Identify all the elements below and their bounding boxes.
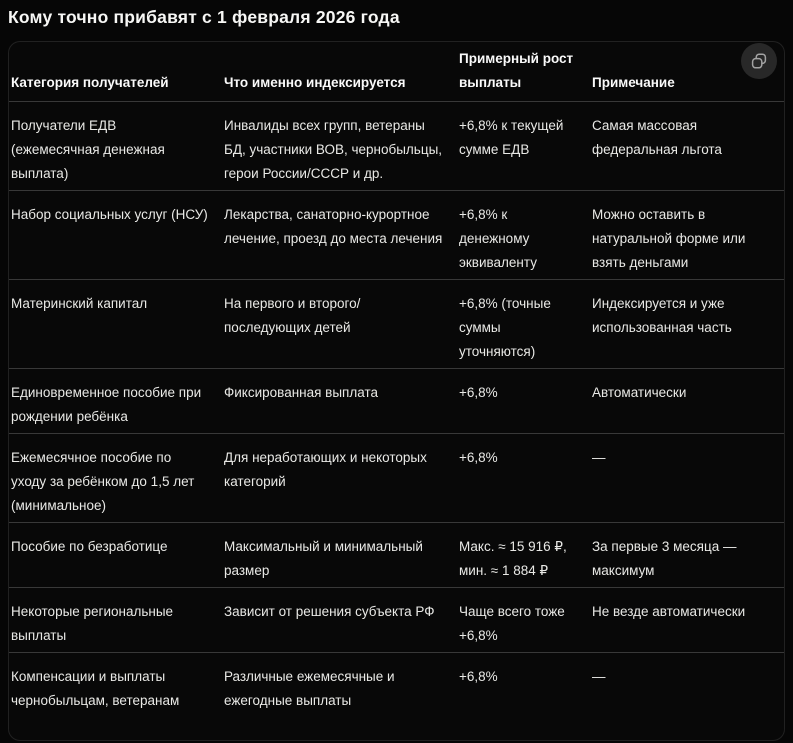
table-cell-note: — [592, 669, 606, 684]
table-row [9, 280, 784, 369]
payments-table [9, 42, 784, 717]
table-cell-indexed: Различные ежемесячные и ежегодные выплаты [224, 669, 395, 708]
table-cell-category: Ежемесячное пособие по уходу за ребёнком до 1,5 лет (минимальное) [9, 434, 222, 523]
table-row [9, 653, 784, 718]
table-cell-category: Получатели ЕДВ (ежемесячная денежная выплата) [9, 102, 222, 191]
table-cell-growth: +6,8% [459, 669, 498, 684]
table-cell-note: Индексируется и уже использованная часть [590, 280, 784, 369]
table-cell-note: Можно оставить в натуральной форме или взять деньгами [590, 191, 784, 280]
table-cell-note: Не везде автоматически [590, 588, 784, 653]
table-cell-category: Пособие по безработице [9, 523, 222, 588]
table-cell-note: Автоматически [590, 369, 784, 434]
table-header-row [9, 42, 784, 102]
table-cell-category: Компенсации и выплаты чернобыльцам, ветеранам [11, 669, 180, 708]
table-cell-indexed: Для неработающих и некоторых категорий [222, 434, 457, 523]
table-card [8, 41, 785, 741]
table-cell-indexed: Фиксированная выплата [222, 369, 457, 434]
table-cell-note: — [590, 434, 784, 523]
table-cell-indexed: На первого и второго/последующих детей [222, 280, 457, 369]
table-row [9, 191, 784, 280]
col-header-note: Примечание [590, 42, 784, 102]
table-cell-category: Набор социальных услуг (НСУ) [9, 191, 222, 280]
table-cell-category: Единовременное пособие при рождении ребёнка [9, 369, 222, 434]
table-row [9, 102, 784, 191]
table-cell-indexed: Лекарства, санаторно-курортное лечение, проезд до места лечения [222, 191, 457, 280]
table-cell-note: Самая массовая федеральная льгота [590, 102, 784, 191]
col-header-growth: Примерный рост выплаты [457, 42, 590, 102]
col-header-category: Категория получателей [9, 42, 222, 102]
table-cell-note: За первые 3 месяца — максимум [590, 523, 784, 588]
table-cell-growth: +6,8% [457, 369, 590, 434]
copy-button[interactable] [741, 43, 777, 79]
table-cell-growth: +6,8% к денежному эквиваленту [457, 191, 590, 280]
table-cell-indexed: Инвалиды всех групп, ветераны БД, участники ВОВ, чернобыльцы, герои России/СССР и др. [222, 102, 457, 191]
table-cell-growth: Чаще всего тоже +6,8% [457, 588, 590, 653]
table-cell-growth: +6,8% к текущей сумме ЕДВ [457, 102, 590, 191]
table-cell-indexed: Максимальный и минимальный размер [222, 523, 457, 588]
table-cell-category: Некоторые региональные выплаты [9, 588, 222, 653]
table-cell-growth: +6,8% (точные суммы уточняются) [457, 280, 590, 369]
table-cell-growth: +6,8% [457, 434, 590, 523]
table-row [9, 434, 784, 523]
table-row [9, 523, 784, 588]
copy-icon [750, 52, 768, 70]
table-cell-indexed: Зависит от решения субъекта РФ [222, 588, 457, 653]
table-row [9, 588, 784, 653]
table-cell-growth: Макс. ≈ 15 916 ₽, мин. ≈ 1 884 ₽ [457, 523, 590, 588]
table-cell-category: Материнский капитал [9, 280, 222, 369]
col-header-indexed: Что именно индексируется [222, 42, 457, 102]
table-row [9, 369, 784, 434]
page-title: Кому точно прибавят с 1 февраля 2026 года [8, 7, 400, 27]
